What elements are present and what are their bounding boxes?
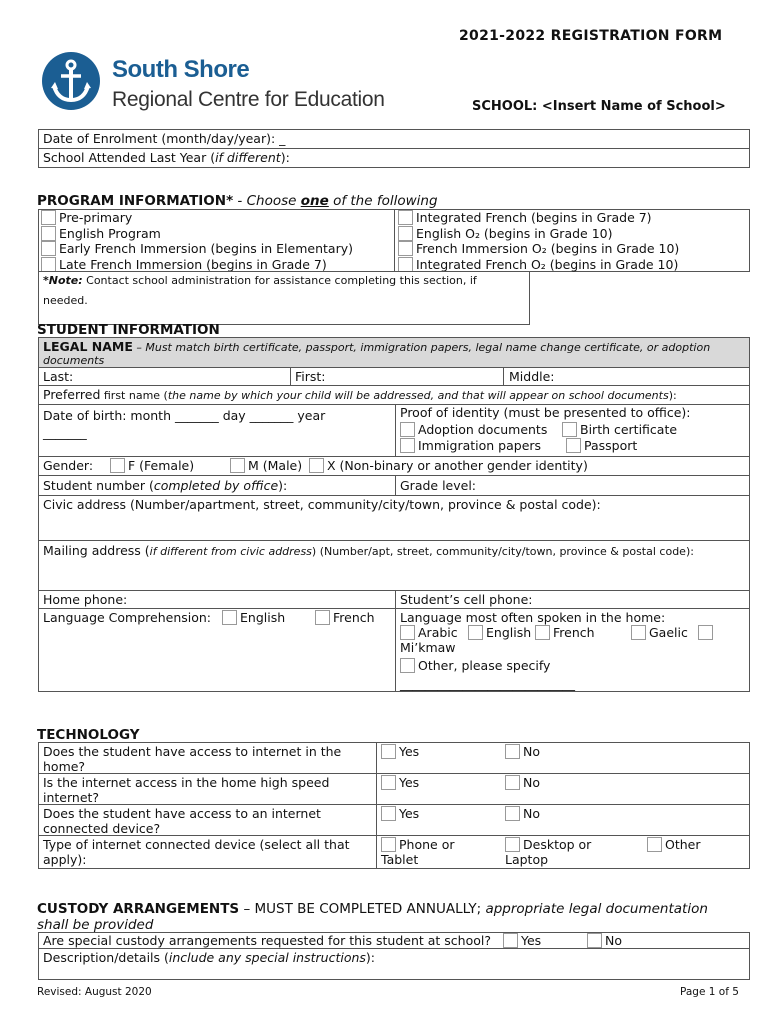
tech-device-phone-line2: Tablet [381, 852, 419, 867]
lang-home-gaelic[interactable]: Gaelic [631, 625, 688, 640]
lang-home-mikmaw-checkbox[interactable] [698, 625, 716, 640]
tech-q-device-type: Type of internet connected device (select all that [43, 837, 350, 852]
tech-device-desktop-line2: Laptop [505, 852, 549, 867]
checkbox[interactable] [381, 837, 396, 852]
student-heading: STUDENT INFORMATION [37, 322, 220, 338]
checkbox[interactable] [468, 625, 483, 640]
date-of-birth-field[interactable]: Date of birth: month _______ day _______ year [43, 408, 326, 423]
checkbox[interactable] [400, 438, 415, 453]
custody-question: Are special custody arrangements requested for this student at school? [43, 933, 491, 948]
checkbox[interactable] [503, 933, 518, 948]
checkbox[interactable] [309, 458, 324, 473]
checkbox[interactable] [230, 458, 245, 473]
proof-of-identity-label: Proof of identity (must be presented to office): [400, 405, 691, 420]
checkbox[interactable] [698, 625, 713, 640]
anchor-icon [42, 52, 100, 110]
checkbox[interactable] [400, 658, 415, 673]
checkbox[interactable] [398, 210, 413, 225]
home-language-label: Language most often spoken in the home: [400, 610, 666, 625]
org-name-line1: South Shore [112, 56, 250, 83]
checkbox[interactable] [505, 806, 520, 821]
proof-adoption[interactable]: Adoption documents [400, 422, 547, 437]
tech-high-speed-yes[interactable]: Yes [381, 775, 419, 790]
tech-q-device-line2: connected device? [43, 821, 161, 836]
tech-device-phone[interactable]: Phone or [381, 837, 454, 852]
tech-device-other[interactable]: Other [647, 837, 701, 852]
tech-q-device-type-line2: apply): [43, 852, 87, 867]
custody-yes[interactable]: Yes [503, 933, 541, 948]
gender-male[interactable]: M (Male) [230, 458, 302, 473]
checkbox[interactable] [587, 933, 602, 948]
custody-heading-line2: shall be provided [37, 917, 154, 933]
civic-address-field[interactable]: Civic address (Number/apartment, street, community/city/town, province & postal code): [43, 497, 601, 512]
checkbox[interactable] [647, 837, 662, 852]
checkbox[interactable] [400, 625, 415, 640]
mailing-address-field[interactable]: Mailing address (if different from civic address) (Number/apt, street, community/city/town, province & postal code): [43, 543, 694, 558]
checkbox[interactable] [566, 438, 581, 453]
language-comprehension-label: Language Comprehension: [43, 610, 212, 625]
custody-description-field[interactable]: Description/details (include any special instructions): [43, 950, 376, 965]
org-name-line2: Regional Centre for Education [112, 88, 385, 111]
technology-heading: TECHNOLOGY [37, 727, 140, 743]
date-of-birth-year-line: _______ [43, 425, 87, 440]
tech-q-high-speed-line2: internet? [43, 790, 100, 805]
gender-x[interactable]: X (Non-binary or another gender identity) [309, 458, 588, 473]
checkbox[interactable] [315, 610, 330, 625]
lang-home-english[interactable]: English [468, 625, 531, 640]
tech-q-device: Does the student have access to an internet [43, 806, 321, 821]
lang-home-mikmaw: Mi’kmaw [400, 640, 456, 655]
form-title: 2021-2022 REGISTRATION FORM [459, 28, 723, 44]
middle-name-field[interactable]: Middle: [509, 369, 555, 384]
checkbox[interactable] [110, 458, 125, 473]
checkbox[interactable] [562, 422, 577, 437]
tech-device-yes[interactable]: Yes [381, 806, 419, 821]
proof-immigration[interactable]: Immigration papers [400, 438, 541, 453]
gender-female[interactable]: F (Female) [110, 458, 194, 473]
lang-home-french[interactable]: French [535, 625, 595, 640]
page-number: Page 1 of 5 [680, 986, 739, 998]
tech-q-high-speed: Is the internet access in the home high speed [43, 775, 330, 790]
lang-comp-french[interactable]: French [315, 610, 375, 625]
checkbox[interactable] [631, 625, 646, 640]
first-name-field[interactable]: First: [295, 369, 326, 384]
program-option-english[interactable]: English Program [41, 226, 161, 241]
lang-home-other[interactable]: Other, please specify [400, 658, 550, 673]
proof-passport[interactable]: Passport [566, 438, 637, 453]
checkbox[interactable] [41, 241, 56, 256]
home-phone-field[interactable]: Home phone: [43, 592, 128, 607]
tech-internet-yes[interactable]: Yes [381, 744, 419, 759]
revised-date: Revised: August 2020 [37, 986, 152, 998]
program-option-english-o2[interactable]: English O₂ (begins in Grade 10) [398, 226, 612, 241]
checkbox[interactable] [41, 226, 56, 241]
program-option-pre-primary[interactable]: Pre-primary [41, 210, 132, 225]
grade-level-field[interactable]: Grade level: [400, 478, 477, 493]
checkbox[interactable] [535, 625, 550, 640]
org-logo [42, 52, 100, 110]
school-name-label: SCHOOL: <Insert Name of School> [472, 99, 726, 114]
program-option-integrated-french[interactable]: Integrated French (begins in Grade 7) [398, 210, 652, 225]
checkbox[interactable] [398, 241, 413, 256]
student-number-field[interactable]: Student number (completed by office): [43, 478, 288, 493]
checkbox[interactable] [398, 226, 413, 241]
checkbox[interactable] [505, 837, 520, 852]
custody-heading: CUSTODY ARRANGEMENTS – MUST BE COMPLETED ANNUALLY; appropriate legal documentation [37, 901, 708, 917]
checkbox[interactable] [400, 422, 415, 437]
legal-name-label: LEGAL NAME – Must match birth certificate, passport, immigration papers, legal name change certificate, or adoption [43, 339, 711, 354]
lang-home-arabic[interactable]: Arabic [400, 625, 458, 640]
checkbox[interactable] [41, 210, 56, 225]
program-option-french-immersion-o2[interactable]: French Immersion O₂ (begins in Grade 10) [398, 241, 679, 256]
lang-comp-english[interactable]: English [222, 610, 285, 625]
program-heading: PROGRAM INFORMATION* - Choose one of the following [37, 193, 438, 209]
legal-name-note-line2: documents [43, 354, 105, 367]
gender-label: Gender: [43, 458, 94, 473]
tech-q-internet-access-line2: home? [43, 759, 86, 774]
checkbox[interactable] [222, 610, 237, 625]
tech-high-speed-no[interactable]: No [505, 775, 540, 790]
checkbox[interactable] [381, 775, 396, 790]
checkbox[interactable] [398, 257, 413, 272]
school-attended-field[interactable]: School Attended Last Year (if different): [43, 150, 290, 165]
checkbox[interactable] [505, 775, 520, 790]
custody-no[interactable]: No [587, 933, 622, 948]
checkbox[interactable] [505, 744, 520, 759]
program-note-line2: needed. [43, 294, 88, 307]
program-option-late-french[interactable]: Late French Immersion (begins in Grade 7) [41, 257, 327, 272]
cell-phone-field[interactable]: Student’s cell phone: [400, 592, 533, 607]
program-option-integrated-french-o2[interactable]: Integrated French O₂ (begins in Grade 10) [398, 257, 678, 272]
checkbox[interactable] [381, 744, 396, 759]
tech-q-internet-access: Does the student have access to internet in the [43, 744, 342, 759]
tech-device-desktop[interactable]: Desktop or [505, 837, 591, 852]
enrolment-date-field[interactable]: Date of Enrolment (month/day/year): _ [43, 131, 286, 146]
tech-internet-no[interactable]: No [505, 744, 540, 759]
proof-birth-certificate[interactable]: Birth certificate [562, 422, 677, 437]
last-name-field[interactable]: Last: [43, 369, 74, 384]
preferred-name-field[interactable]: Preferred first name (the name by which your child will be addressed, and that will appear on school documents): [43, 387, 677, 402]
program-option-early-french[interactable]: Early French Immersion (begins in Elementary) [41, 241, 353, 256]
tech-device-no[interactable]: No [505, 806, 540, 821]
program-note: *Note: Contact school administration for assistance completing this section, if [43, 274, 477, 287]
lang-home-other-line[interactable]: ____________________________ [400, 676, 575, 691]
checkbox[interactable] [381, 806, 396, 821]
checkbox[interactable] [41, 257, 56, 272]
